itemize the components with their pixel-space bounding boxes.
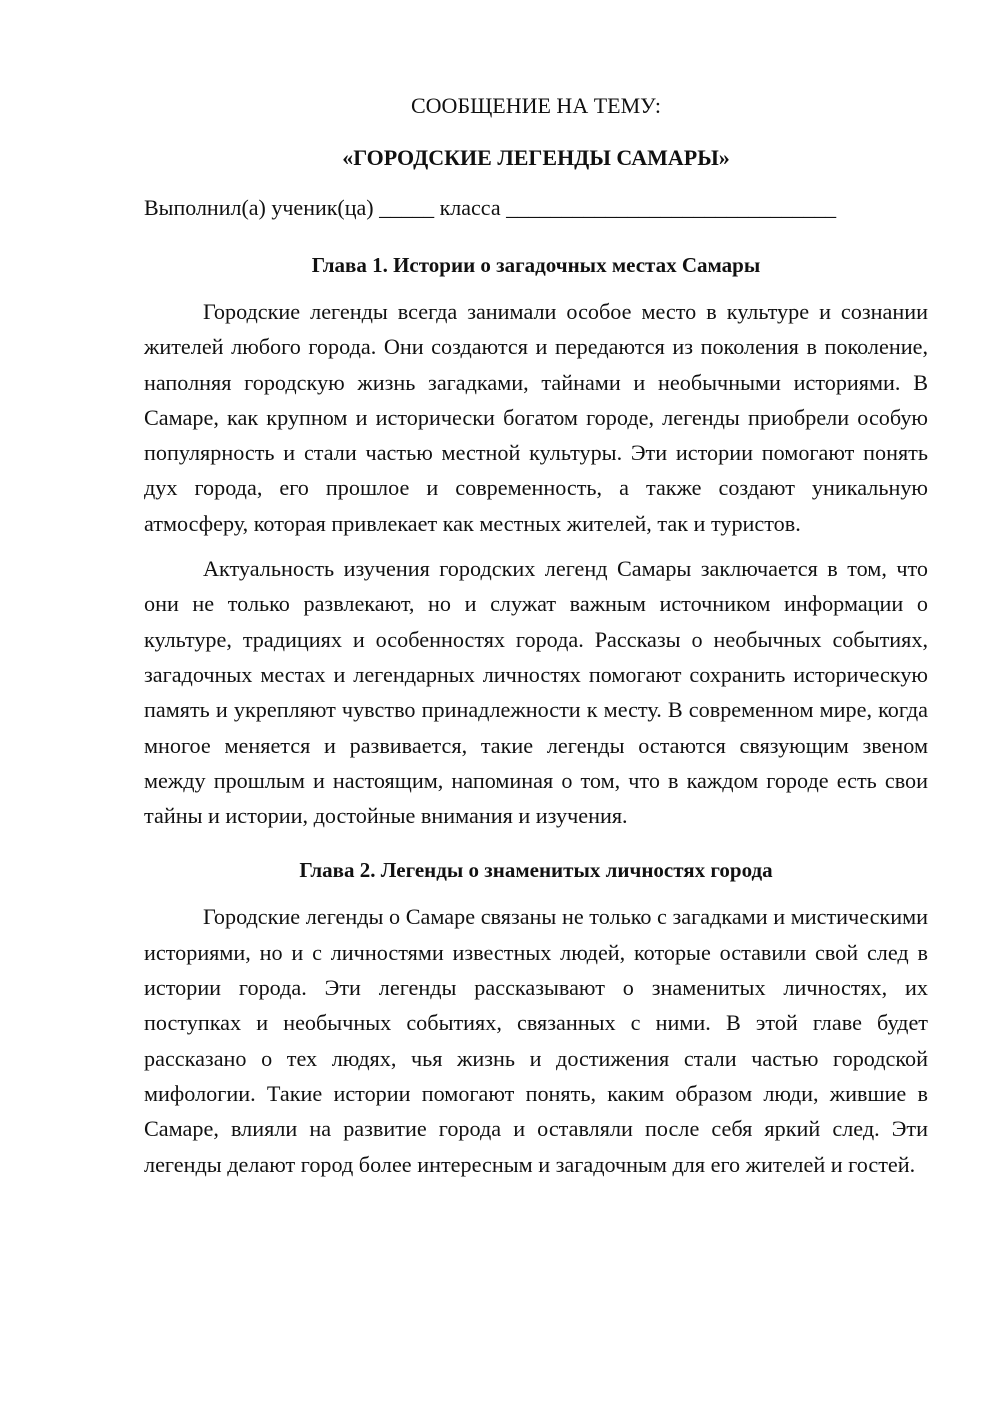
author-line: Выполнил(а) ученик(ца) _____ класса ______________________________ <box>144 195 837 220</box>
chapter-1-heading: Глава 1. Истории о загадочных местах Самары <box>311 253 761 277</box>
chapter-2-paragraph-1: Городские легенды о Самаре связаны не только с загадками и мистическими историями, но и с личностями известных людей, которые оставили свой след в истории города. Эти легенды рассказывают о знаменитых личностях, их поступках и необычных событиях, связанных с ними. В этой главе будет рассказано о тех людях, чья жизнь и достижения стали частью городской мифологии. Такие истории помогают понять, каким образом люди, жившие в Самаре, влияли на развитие города и оставляли после себя яркий след. Эти легенды делают город более интересным и загадочным для его жителей и гостей. <box>144 904 928 1177</box>
document-page <box>144 88 928 1182</box>
document-title-line-2: «ГОРОДСКИЕ ЛЕГЕНДЫ САМАРЫ» <box>342 145 730 170</box>
chapter-1-paragraph-1: Городские легенды всегда занимали особое место в культуре и сознании жителей любого города. Они создаются и передаются из поколения в поколение, наполняя городскую жизнь загадками, тайнами и необычными историями. В Самаре, как крупном и исторически богатом городе, легенды приобрели особую популярность и стали частью местной культуры. Эти истории помогают понять дух города, его прошлое и современность, а также создают уникальную атмосферу, которая привлекает как местных жителей, так и туристов. <box>144 299 928 536</box>
document-title-line-1: СООБЩЕНИЕ НА ТЕМУ: <box>411 93 661 118</box>
chapter-1-paragraph-2: Актуальность изучения городских легенд Самары заключается в том, что они не только развлекают, но и служат важным источником информации о культуре, традициях и особенностях города. Рассказы о необычных событиях, загадочных местах и легендарных личностях помогают сохранить историческую память и укрепляют чувство принадлежности к месту. В современном мире, когда многое меняется и развивается, такие легенды остаются связующим звеном между прошлым и настоящим, напоминая о том, что в каждом городе есть свои тайны и истории, достойные внимания и изучения. <box>144 556 928 829</box>
section-spacer <box>144 833 928 843</box>
chapter-2-heading: Глава 2. Легенды о знаменитых личностях города <box>299 858 773 883</box>
